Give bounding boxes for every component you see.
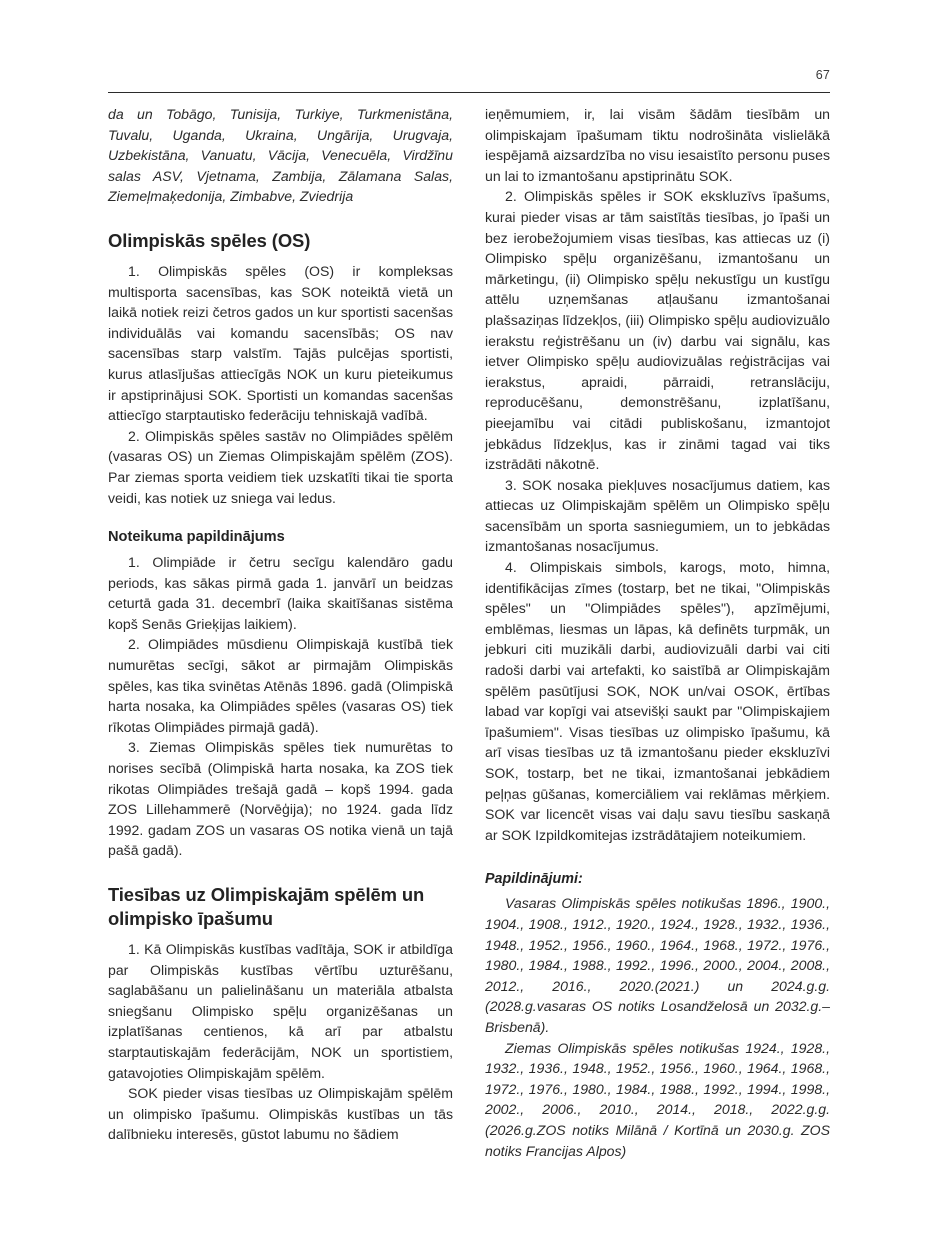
page-number: 67 bbox=[815, 68, 830, 82]
paragraph-summer-games-years: Vasaras Olimpiskās spēles notikušas 1896., 1900., 1904., 1908., 1912., 1920., 1924., 1928., 1932., 1936., 1948., 1952., 1956., 1960., 1964., 1968., 1972., 1976., 1980., 1984., 1988., 1992., 1996., 2000., 2004., 2008., 2012., 2016., 2020.(2021.) un 2024.g.g. (2028.g.vasaras OS notiks Losandželosā un 2032.g.– Brisbenā). bbox=[485, 895, 830, 1035]
header-divider bbox=[108, 92, 830, 93]
spacer bbox=[485, 845, 830, 869]
spacer bbox=[108, 253, 453, 261]
paragraph-noteikuma-2: 2. Olimpiādes mūsdienu Olimpiskajā kustībā tiek numurētas secīgi, sākot ar pirmajām Olimpiskās spēles, kas tika svinētas Atēnās 1896. gadā (Olimpiskā harta nosaka, ka Olimpiādes spēles (vasaras OS) tiek rīkotas Olimpiādes pirmajā gadā). bbox=[108, 636, 453, 735]
two-column-body bbox=[108, 104, 830, 1159]
spacer bbox=[108, 861, 453, 883]
spacer bbox=[108, 207, 453, 229]
spacer bbox=[108, 931, 453, 939]
paragraph-winter-games-years: Ziemas Olimpiskās spēles notikušas 1924., 1928., 1932., 1936., 1948., 1952., 1956., 1960., 1964., 1968., 1972., 1976., 1980., 1984., 1988., 1992., 1994., 1998., 2002., 2006., 2010., 2014., 2018., 2022.g.g. (2026.g.ZOS notiks Milānā / Kortīnā un 2030.g. ZOS notiks Francijas Alpos) bbox=[485, 1039, 830, 1159]
paragraph-rights-4: 4. Olimpiskais simbols, karogs, moto, himna, identifikācijas zīmes (tostarp, bet ne tikai, "Olimpiskās spēles" un "Olimpiādes spēles"), apzīmējumi, emblēmas, liesmas un lāpas, kā definēts turpmāk, un jebkuri citi muzikāli darbi, audiovizuāli darbi vai citi radoši darbi vai artefakti, ko saistībā ar Olimpiskajām spēlēm pasūtījusi SOK, NOK un/vai OSOK, ērtības labad var kopīgi vai atsevišķi saukt par "Olimpiskajiem īpašumiem". Visas tiesības uz olimpisko īpašumu, kā arī visas tiesības uz tā izmantošanu pieder ekskluzīvi SOK, tostarp, bet ne tikai, izmantošanai jebkādiem peļņas gūšanas, komerciāliem vai reklāmas mērķiem. SOK var licencēt visas vai daļu savu tiesību saskaņā ar SOK Izpildkomitejas izstrādātajiem noteikumiem. bbox=[485, 559, 830, 843]
heading-papildinajumi: Papildinājumi: bbox=[485, 871, 583, 888]
left-column bbox=[108, 104, 453, 1143]
paragraph-os-2: 2. Olimpiskās spēles sastāv no Olimpiādes spēlēm (vasaras OS) un Ziemas Olimpiskajām spēlēm (ZOS). Par ziemas sporta veidiem tiek uzskatīti tikai tie sporta veidi, kas notiek uz sniega vai ledus. bbox=[108, 427, 453, 506]
paragraph-os-1: 1. Olimpiskās spēles (OS) ir kompleksas multisporta sacensības, kas SOK noteiktā vietā un laikā notiek reizi četros gados un kur sportisti sacenšas individuālās vai komandu sacensībās; OS nav sacensības starp valstīm. Tajās pulcējas sportisti, kurus atlasījušas attiecīgās NOK un kuru pieteikumus ir apstiprinājusi SOK. Sportisti un komandas sacenšas attiecīgo starptautisko federāciju tehniskajā vadībā. bbox=[108, 262, 453, 424]
paragraph-tiesibas-2: SOK pieder visas tiesības uz Olimpiskajām spēlēm un olimpisko īpašumu. Olimpiskās kustības un tās dalībnieku interesēs, gūstot labumu no šādiem bbox=[108, 1085, 453, 1143]
paragraph-rights-2: 2. Olimpiskās spēles ir SOK ekskluzīvs īpašums, kurai pieder visas ar tām saistītās tiesības, jo īpaši un bez ierobežojumiem visas tiesības, kas attiecas uz (i) Olimpisko spēļu organizēšanu, izmantošanu un mārketingu, (ii) Olimpisko spēļu nekustīgu un kustīgu attēlu uzņemšanas atļaušanu izmantošanai plašsaziņas līdzekļos, (iii) Olimpisko spēļu audiovizuālo ierakstu reģistrēšanu un (iv) darbu vai signālu, kas ietver Olimpisko spēļu audiovizuālas reģistrācijas vai ierakstus, apraidi, pārraidi, retranslāciju, reproducēšanu, demonstrēšanu, izplatīšanu, pieejamību vai citādi publiskošanu, izmantojot jebkādus līdzekļus, kas ir zināmi tagad vai tiks izstrādāti nākotnē. bbox=[485, 188, 830, 473]
right-column bbox=[485, 104, 830, 1159]
heading-noteikuma-papildinajums: Noteikuma papildinājums bbox=[108, 529, 285, 546]
paragraph-continued: ieņēmumiem, ir, lai visām šādām tiesībām un olimpiskajam īpašumam tiktu nodrošināta vislielākā iespējamā aizsardzība no visu iesaistīto personu puses un lai to izmantošanu apstiprinātu SOK. bbox=[485, 106, 830, 184]
paragraph-noteikuma-3: 3. Ziemas Olimpiskās spēles tiek numurētas to norises secībā (Olimpiskā harta nosaka, ka ZOS tiek rikotas Olimpiādes trešajā gadā – kopš 1994. gada ZOS Lillehammerē (Norvēģija); no 1924. gada līdz 1992. gadam ZOS un vasaras OS notika vienā un tajā pašā gadā). bbox=[108, 739, 453, 859]
continued-country-list: da un Tobāgo, Tunisija, Turkiye, Turkmenistāna, Tuvalu, Uganda, Ukraina, Ungārija, Urugvaja, Uzbekistāna, Vanuatu, Vācija, Venecuēla, Virdžīnu salas ASV, Vjetnama, Zambija, Zālamana Salas, Ziemeļmaķedonija, Zimbabve, Zviedrija bbox=[108, 106, 453, 205]
spacer bbox=[108, 508, 453, 527]
paragraph-tiesibas-1: 1. Kā Olimpiskās kustības vadītāja, SOK ir atbildīga par Olimpiskās kustības vērtību uzturēšanu, saglabāšanu un palielināšanu un materiāla atbalsta sniegšanu Olimpisko spēļu organizēšanas un izplatīšanas centienos, kā arī par atbalstu starptautiskajām federācijām, NOK un sportistiem, gatavojoties Olimpiskajām spēlēm. bbox=[108, 941, 453, 1081]
paragraph-noteikuma-1: 1. Olimpiāde ir četru secīgu kalendāro gadu periods, kas sākas pirmā gada 1. janvārī un beidzas ceturtā gada 31. decembrī (laika skaitīšanas sistēma kopš Senās Grieķijas laikiem). bbox=[108, 554, 453, 632]
paragraph-rights-3: 3. SOK nosaka piekļuves nosacījumus datiem, kas attiecas uz Olimpiskajām spēlēm un Olimpisko spēļu sacensībām un sporta sasniegumiem, un to jebkādas izmantošanas nosacījumus. bbox=[485, 476, 830, 555]
heading-tiesibas-uz-olimpiskajam-spelem: Tiesības uz Olimpiskajām spēlēm un olimpisko īpašumu bbox=[108, 884, 425, 929]
heading-olimpiskas-speles: Olimpiskās spēles (OS) bbox=[108, 229, 311, 251]
